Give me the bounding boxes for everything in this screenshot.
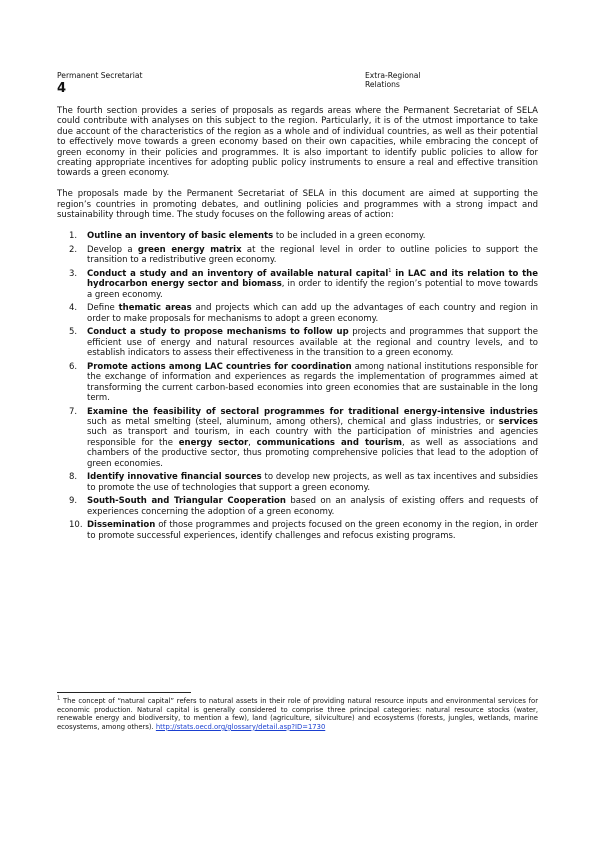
list-item-text: green energy matrix (137, 245, 242, 256)
list-item-text: Identify innovative financial sources (87, 472, 262, 483)
list-item-number: 5. (69, 327, 78, 338)
list-item-number: 9. (69, 496, 78, 507)
footnote-link[interactable]: http://stats.oecd.org/glossary/detail.asp?ID=1730 (155, 722, 326, 731)
list-item-number: 8. (69, 472, 78, 483)
action-list (57, 231, 538, 541)
list-item-text: South-South and Triangular Cooperation (87, 496, 286, 507)
paragraph: The proposals made by the Permanent Secretariat of SELA in this document are aimed at supporting the region’s countries in promoting debates, and outlining policies and programmes with a strong impact and sustainability through time. The study focuses on the following areas of action: (57, 189, 538, 221)
footnote-ref: 1 (388, 268, 392, 275)
list-item-text: among national institutions responsible for the exchange of information and experiences as regards the implementation of programmes aimed at transforming the current carbon-based economies into green economies that are sustainable in the long term. (87, 361, 538, 404)
list-item-text: services (498, 417, 538, 428)
list-item-text: of those programmes and projects focused on the green economy in the region, in order to promote successful experiences, identify challenges and refocus existing programs. (87, 520, 538, 541)
list-item-text: energy sector (178, 437, 249, 448)
list-item (57, 303, 538, 324)
list-item-text: based on an analysis of existing offers and requests of experiences concerning the adoption of a green economy. (87, 496, 538, 517)
list-item-text: to develop new projects, as well as tax incentives and subsidies to promote the use of technologies that support a green economy. (87, 472, 538, 493)
list-item-text: to be included in a green economy. (273, 231, 426, 242)
page-number: 4 (57, 81, 67, 96)
list-item-text: Examine the feasibility of sectoral programmes for traditional energy-intensive industries (87, 406, 538, 417)
list-item (57, 269, 538, 300)
list-item-text: such as transport and tourism, in each country with the participation of ministries and agencies responsible for the (87, 427, 538, 448)
list-item-number: 4. (69, 303, 78, 314)
list-item-text: , in order to identify the region’s potential to move towards a green economy. (87, 279, 538, 300)
list-item-text: in LAC and its relation to the hydrocarbon energy sector and biomass (87, 269, 538, 290)
list-item-text: , as well as associations and chambers of the productive sector, thus promoting comprehensive policies that lead to the adoption of green economies. (87, 437, 539, 469)
list-item-text: and projects which can add up the advantages of each country and region in order to make proposals for mechanisms to adopt a green economy. (87, 303, 539, 324)
list-item (57, 472, 538, 493)
list-item (57, 520, 538, 541)
list-item (57, 245, 538, 266)
paragraph: The fourth section provides a series of proposals as regards areas where the Permanent Secretariat of SELA could contribute with analyses on this subject to the region. Particularly, it is of the utmost importance to take due account of the characteristics of the region as a whole and of individual countries, as well as their potential to effectively move towards a green economy based on their own capacities, while embracing the concept of green economy in their policies and programmes. It is also important to identify public policies to allow for creating appropriate incentives for adopting public policy instruments to ensure a real and effective transition towards a green economy. (57, 106, 538, 179)
list-item-number: 10. (69, 520, 83, 531)
footnote-divider (57, 692, 191, 693)
list-item-text: Conduct a study to propose mechanisms to follow up (87, 327, 349, 338)
footnote (57, 697, 538, 731)
list-item-text: communications and tourism (256, 437, 402, 448)
list-item-text: at the regional level in order to outline policies to support the transition to a redistributive green economy. (87, 245, 539, 266)
document-body (57, 106, 538, 544)
list-item-number: 1. (69, 231, 78, 242)
header-left: Permanent Secretariat (57, 71, 143, 80)
list-item-text: projects and programmes that support the efficient use of energy and natural resources available at the regional and country levels, and to establish indicators to assess their effectiveness in the transition to a green economy. (87, 327, 538, 359)
list-item-text: Develop a (87, 245, 138, 256)
list-item-number: 6. (69, 361, 78, 372)
list-item-number: 2. (69, 245, 78, 256)
footnote-marker: 1 (57, 695, 61, 702)
footnote-text: The concept of “natural capital” refers to natural assets in their role of providing natural resource inputs and environmental services for economic production. Natural capital is generally considered to comprise three principal categories: natural resource stocks (water, renewable energy and biodiversity, to mention a few), land (agriculture, silviculture) and ecosystems (forests, jungles, wetlands, marine ecosystems, among others). (57, 697, 538, 731)
list-item-text: Conduct a study and an inventory of available natural capital (87, 269, 389, 280)
list-item-text: thematic areas (118, 303, 192, 314)
list-item-text: such as metal smelting (steel, aluminum, among others), chemical and glass industries, or (87, 417, 499, 428)
list-item-number: 3. (69, 269, 78, 280)
list-item-text: Outline an inventory of basic elements (87, 231, 274, 242)
list-item-text: Promote actions among LAC countries for coordination (87, 361, 352, 372)
list-item (57, 327, 538, 358)
list-item-number: 7. (69, 406, 78, 417)
list-item (57, 362, 538, 404)
list-item-text: Dissemination (87, 520, 156, 531)
list-item (57, 496, 538, 517)
header-right: Extra-Regional Relations (365, 71, 421, 89)
list-item (57, 407, 538, 469)
list-item-text: Define (87, 303, 119, 314)
list-item (57, 231, 538, 241)
list-item-text: , (248, 437, 257, 448)
